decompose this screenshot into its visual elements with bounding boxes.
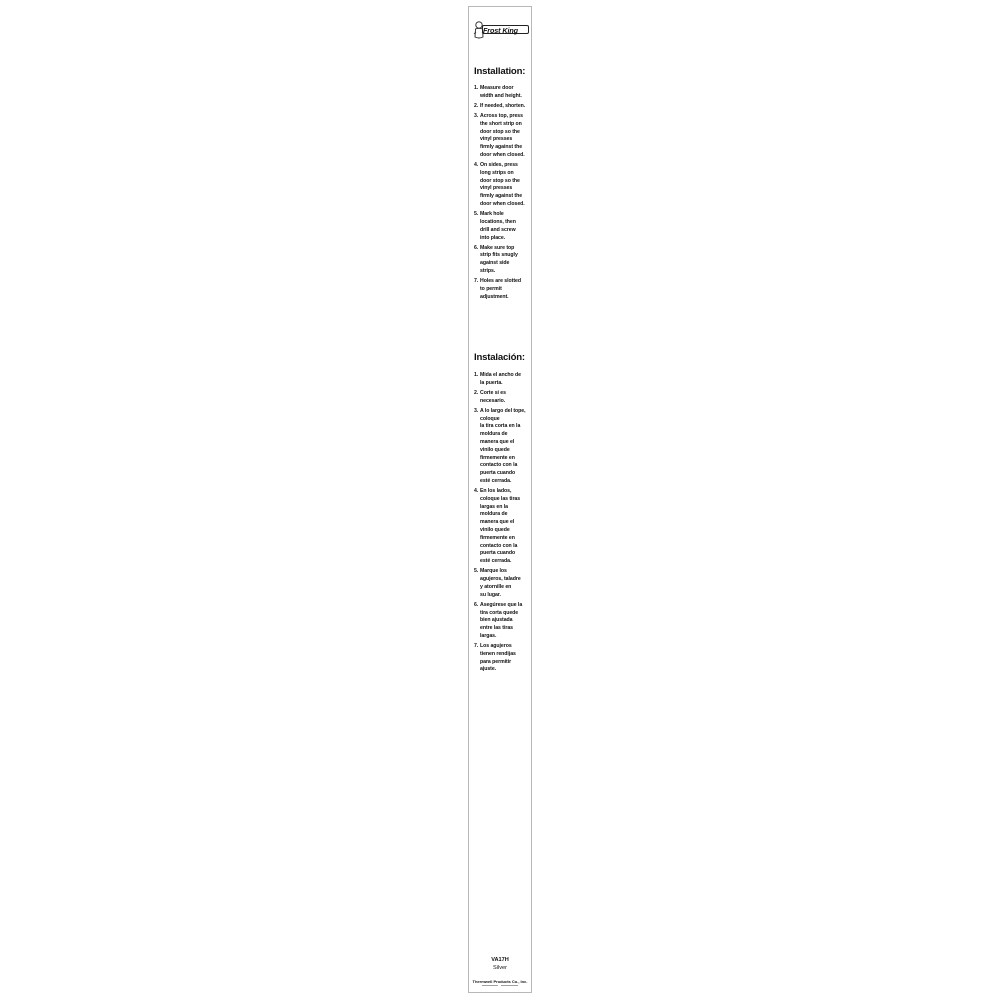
step-item: [474, 602, 530, 641]
product-color: Silver: [493, 965, 507, 971]
step-item: [474, 211, 530, 242]
step-item: [474, 568, 530, 599]
step-text: Asegúrese que la tira corta quede bien ajustada entre las tiras largas.: [480, 601, 523, 639]
step-text: Marque los agujeros, taladre y atornille en su lugar.: [480, 568, 521, 598]
fine-print-lines: [480, 984, 520, 987]
step-number: 5.: [474, 211, 479, 218]
brand-logo: [473, 20, 529, 42]
step-item: [474, 390, 530, 406]
step-number: 1.: [474, 85, 479, 91]
step-number: 5.: [474, 568, 479, 575]
step-number: 6.: [474, 601, 479, 608]
instalacion-steps: [474, 372, 530, 677]
step-text: Mark hole locations, then drill and screw into place.: [480, 211, 516, 241]
step-item: [474, 245, 530, 276]
fine-print: [469, 984, 531, 989]
brand-name: Frost King: [483, 26, 518, 35]
step-text: If needed, shorten.: [480, 102, 526, 109]
step-number: 4.: [474, 162, 479, 169]
step-number: 4.: [474, 488, 479, 495]
step-item: [474, 278, 530, 301]
installation-steps: [474, 85, 530, 304]
step-text: Measure door width and height.: [480, 85, 522, 99]
step-text: Make sure top strip fits snugly against side strips.: [480, 244, 518, 275]
step-item: [474, 372, 530, 388]
step-item: [474, 408, 530, 486]
instalacion-heading: Instalación:: [474, 352, 525, 363]
model-number: VA17H: [491, 957, 509, 963]
step-item: [474, 643, 530, 674]
step-text: En los lados, coloque las tiras largas en la moldura de manera que el vinilo quede firmemente en contacto con la puerta cuando esté cerrada.: [480, 488, 521, 565]
step-item: [474, 488, 530, 566]
step-text: Holes are slotted to permit adjustment.: [480, 278, 521, 300]
instruction-strip: [468, 6, 532, 993]
step-number: 2.: [474, 102, 479, 109]
step-number: 3.: [474, 112, 479, 119]
step-text: On sides, press long strips on door stop so the vinyl presses firmly against the door when closed.: [480, 162, 525, 208]
step-text: A lo largo del tope, coloque la tira corta en la moldura de manera que el vinilo quede firmemente en contacto con la puerta cuando esté cerrada.: [480, 407, 526, 484]
step-text: Corte si es necesario.: [480, 389, 506, 404]
step-number: 7.: [474, 278, 479, 285]
step-item: [474, 162, 530, 209]
step-item: [474, 85, 530, 101]
step-text: Los agujeros tienen rendijas para permitir ajuste.: [480, 643, 516, 673]
step-text: Mida el ancho de la puerta.: [480, 372, 521, 386]
step-number: 6.: [474, 244, 479, 251]
installation-heading: Installation:: [474, 66, 526, 77]
step-number: 3.: [474, 407, 479, 414]
step-item: [474, 113, 530, 160]
company-name: Thermwell Products Co., Inc.: [472, 979, 528, 984]
step-number: 2.: [474, 389, 479, 396]
step-item: [474, 103, 530, 111]
step-text: Across top, press the short strip on door stop so the vinyl presses firmly against the door when closed.: [480, 112, 525, 158]
step-number: 7.: [474, 643, 479, 650]
step-number: 1.: [474, 372, 479, 378]
